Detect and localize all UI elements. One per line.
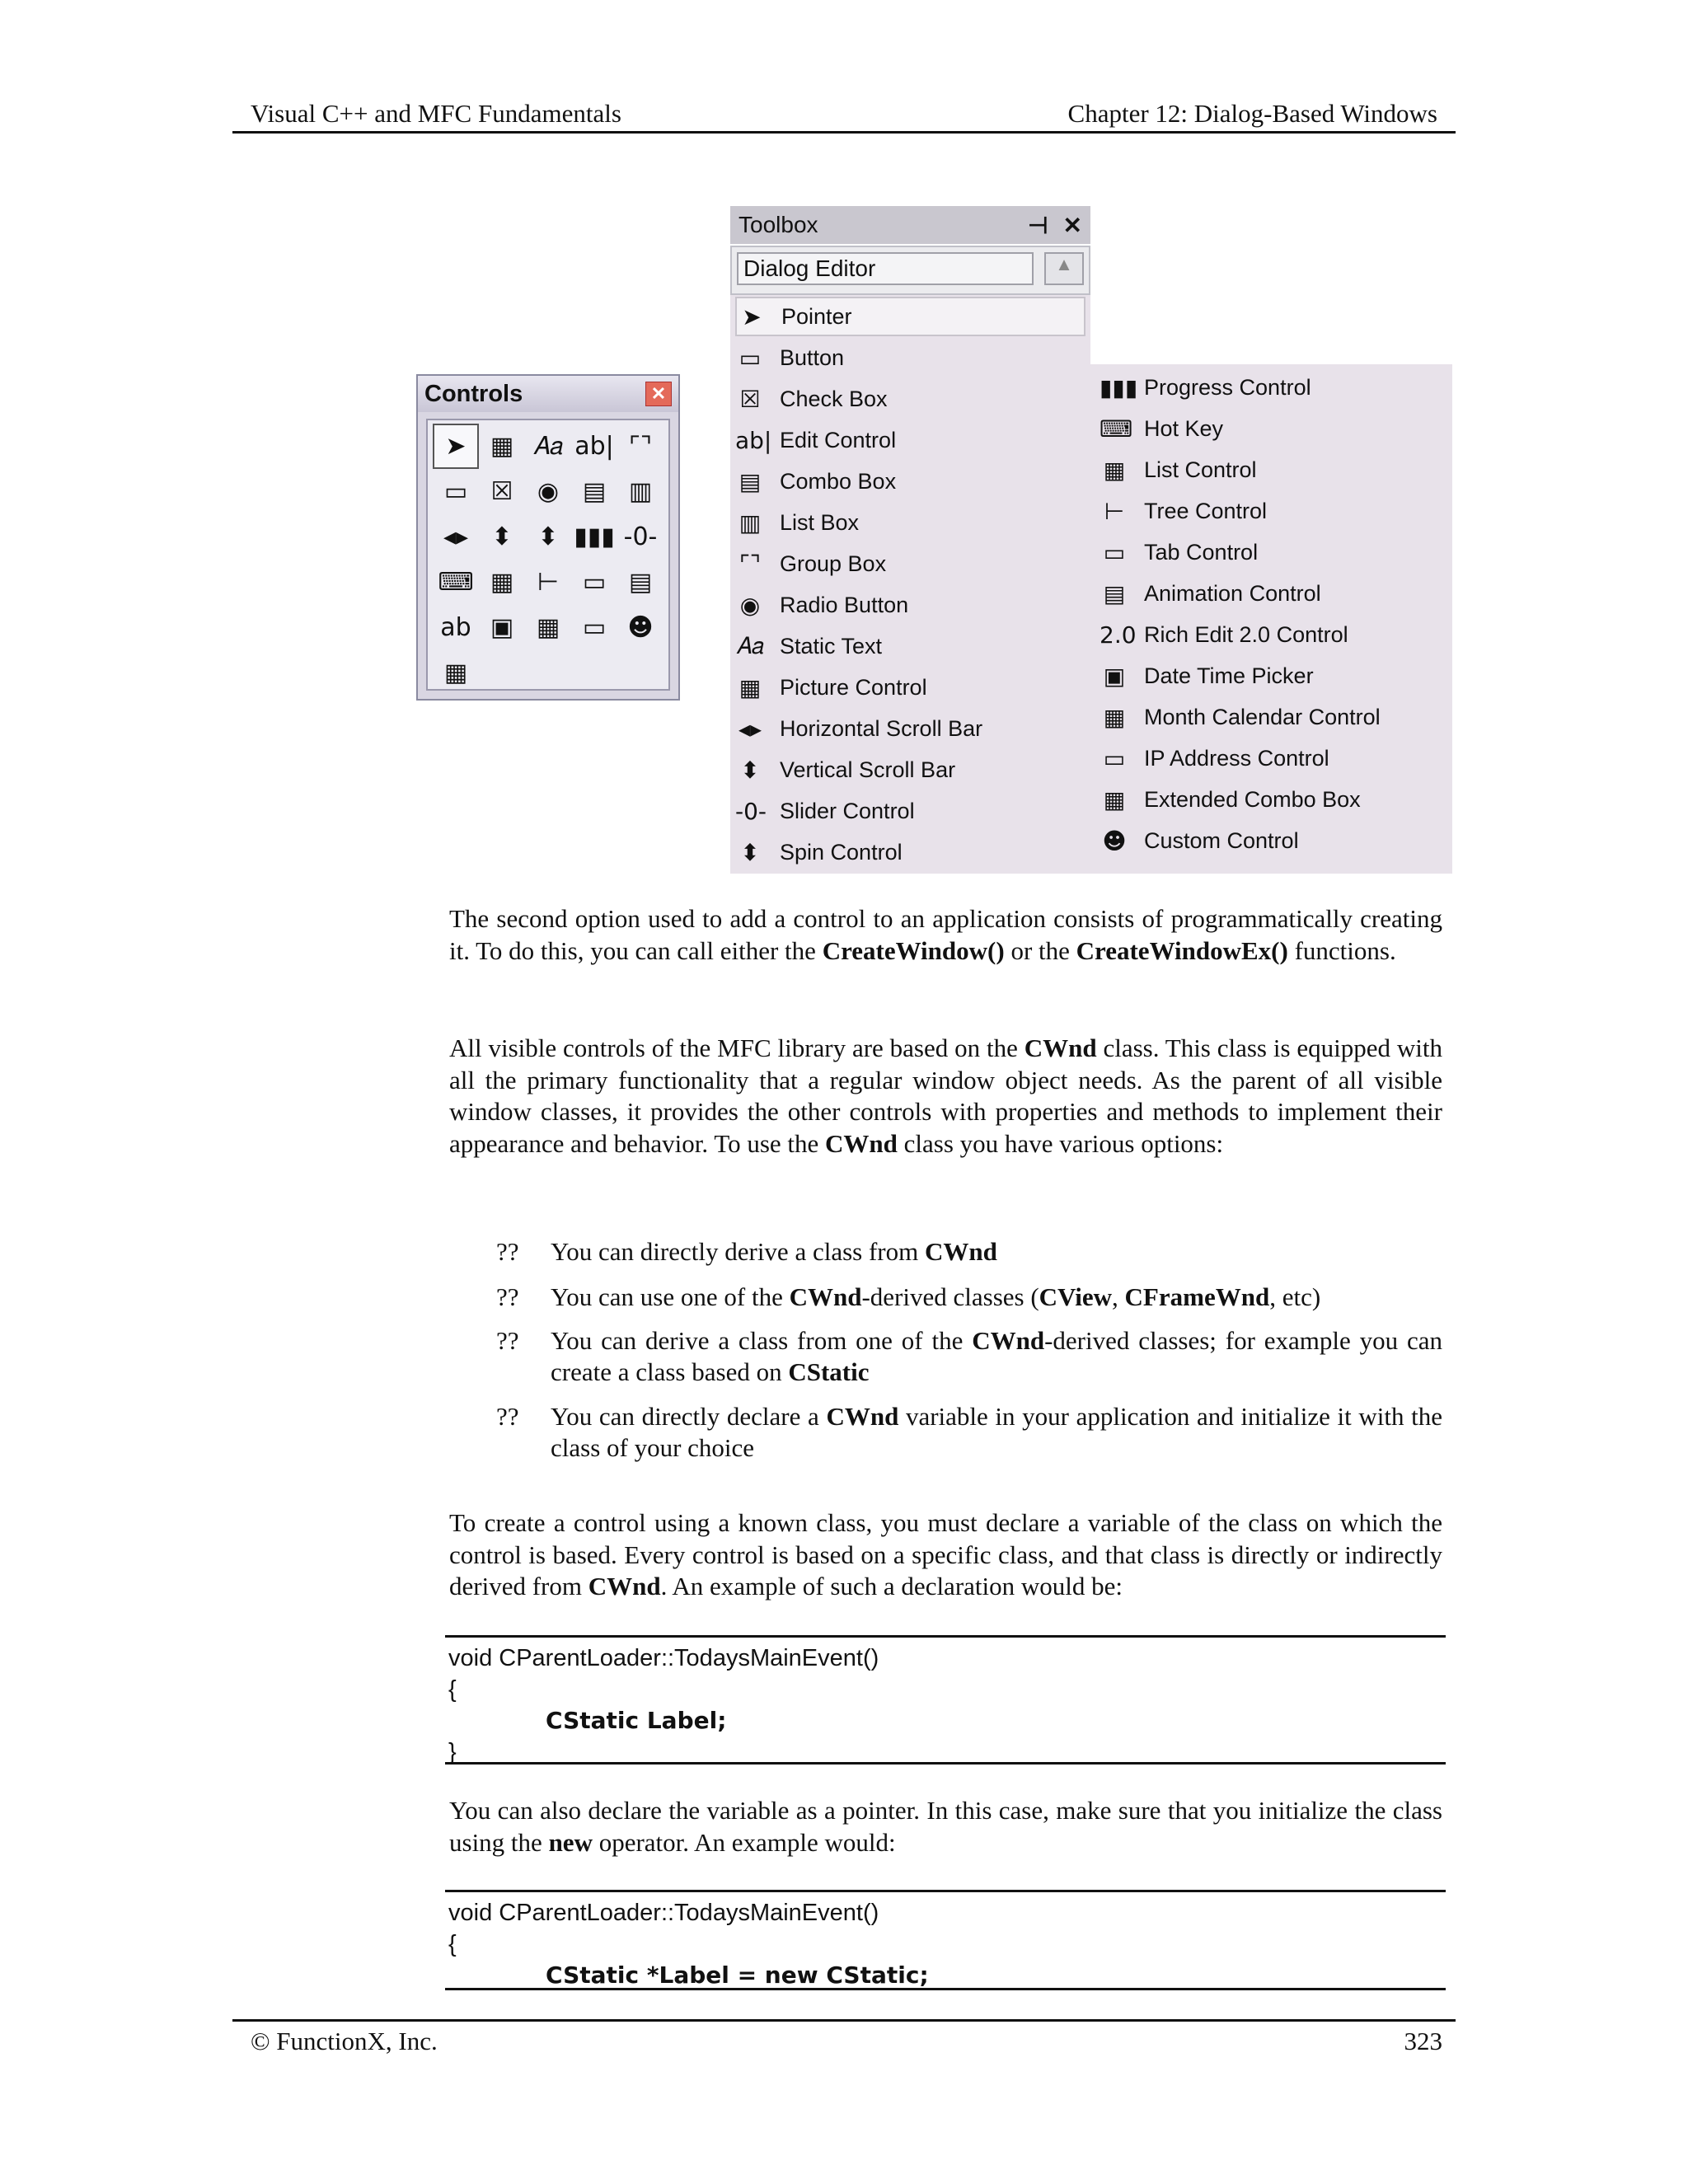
toolbox-item-label: List Control <box>1144 457 1257 482</box>
custom-control-icon[interactable]: ☻ <box>627 613 654 642</box>
hot-key-icon: ⌨ <box>1100 415 1133 443</box>
vertical-scroll-bar-icon[interactable]: ⬍ <box>491 523 513 551</box>
toolbox-section <box>730 246 1090 295</box>
text: -derived classes ( <box>861 1282 1039 1311</box>
date-time-picker-icon[interactable]: ▣ <box>490 613 514 642</box>
toolbox-item[interactable] <box>1100 780 1446 819</box>
toolbox-item[interactable] <box>735 668 1085 707</box>
toolbox-item-label: Check Box <box>780 386 888 411</box>
list-item <box>496 1325 1442 1388</box>
controls-palette <box>416 374 680 701</box>
list-control-icon[interactable]: ▦ <box>490 568 514 597</box>
text: You can use one of the <box>551 1282 790 1311</box>
function-name: CreateWindow() <box>822 935 1005 965</box>
toolbox-item[interactable] <box>735 832 1085 872</box>
toolbox-item-label: Vertical Scroll Bar <box>780 757 956 782</box>
text: class you have various options: <box>897 1128 1224 1158</box>
toolbox-item-label: Custom Control <box>1144 827 1299 853</box>
slider-control-icon[interactable]: -0- <box>623 523 658 551</box>
close-icon[interactable]: ✕ <box>645 382 672 406</box>
toolbox-item-label: Static Text <box>780 633 883 658</box>
ip-address-icon: ▭ <box>1103 744 1126 772</box>
tree-control-icon[interactable]: ⊢ <box>537 568 560 597</box>
class-name: CView <box>1039 1282 1113 1311</box>
running-header <box>232 99 1456 134</box>
list-box-icon: ▥ <box>738 509 762 537</box>
rich-edit-icon[interactable]: ab <box>440 613 471 642</box>
list-item <box>496 1401 1442 1464</box>
class-name: CWnd <box>588 1572 661 1601</box>
toolbox-item[interactable] <box>1100 615 1446 654</box>
toolbox-item-label: Combo Box <box>780 468 897 494</box>
toolbox-item-label: Progress Control <box>1144 374 1311 400</box>
close-icon[interactable]: ✕ <box>1062 212 1082 238</box>
tree-control-icon: ⊢ <box>1104 497 1125 525</box>
tab-control-icon[interactable]: ▭ <box>582 568 607 597</box>
toolbox-item[interactable] <box>735 585 1085 625</box>
scroll-up-icon[interactable]: ▲ <box>1044 252 1084 285</box>
animation-control-icon: ▤ <box>1103 579 1126 607</box>
page-number: 323 <box>1404 2027 1442 2055</box>
copyright: © FunctionX, Inc. <box>251 2027 438 2055</box>
static-text-icon[interactable]: 𝐴𝑎 <box>532 432 564 461</box>
spin-control-icon: ⬍ <box>740 838 760 866</box>
toolbox-item-label: Tree Control <box>1144 498 1268 523</box>
class-name: CWnd <box>789 1282 862 1311</box>
toolbox-item-label: Extended Combo Box <box>1144 786 1361 812</box>
toolbox-item-label: Tab Control <box>1144 539 1259 565</box>
edit-control-icon[interactable]: ab| <box>574 432 614 461</box>
text: The second option used to add a control to an application consists of programmatically creating it. To do this, you can call either the <box>449 904 1442 965</box>
list-item <box>496 1236 1442 1268</box>
spin-control-icon[interactable]: ⬍ <box>537 523 559 551</box>
text: , <box>1112 1282 1125 1311</box>
text: You can directly declare a <box>551 1402 827 1431</box>
toolbox-item[interactable] <box>735 791 1085 831</box>
toolbox-item[interactable] <box>735 297 1085 336</box>
static-text-icon: 𝐴𝑎 <box>736 632 764 659</box>
paragraph-pointer <box>449 1795 1442 1858</box>
text: or the <box>1004 935 1076 965</box>
bullet-mark: ?? <box>496 1282 519 1311</box>
extended-combo-box-icon: ▦ <box>1103 785 1126 813</box>
text: class. This class is equipped with all the primary functionality that a regular window object needs. As the parent of all visible window classes, it provides the other controls with properties and methods to implement their appearance and behavior. To use the <box>449 1033 1442 1158</box>
hot-key-icon[interactable]: ⌨ <box>438 568 474 597</box>
text: functions. <box>1287 935 1396 965</box>
class-name: CWnd <box>825 1128 898 1158</box>
picture-control-icon: ▦ <box>738 673 762 701</box>
toolbox-item-label: IP Address Control <box>1144 745 1329 771</box>
tab-control-icon: ▭ <box>1103 538 1126 566</box>
text: All visible controls of the MFC library are based on the <box>449 1033 1025 1062</box>
code-line: { <box>448 1676 457 1703</box>
text: You can also declare the variable as a pointer. In this case, make sure that you initialize the class using the <box>449 1796 1442 1857</box>
combo-box-icon: ▤ <box>738 467 762 495</box>
date-time-picker-icon: ▣ <box>1103 662 1126 690</box>
toolbox-item[interactable] <box>1100 656 1446 696</box>
toolbox-item[interactable] <box>735 379 1085 419</box>
class-name: CWnd <box>826 1402 899 1431</box>
toolbox-item-label: Animation Control <box>1144 580 1321 606</box>
code-line: { <box>448 1931 457 1957</box>
horizontal-scroll-bar-icon[interactable]: ◂▸ <box>443 523 469 551</box>
horizontal-scroll-bar-icon: ◂▸ <box>738 715 762 743</box>
paragraph-declare-variable <box>449 1507 1442 1603</box>
code-line: CStatic *Label = new CStatic; <box>546 1961 929 1989</box>
chapter-title: Chapter 12: Dialog-Based Windows <box>1067 99 1437 128</box>
toolbox-item-label: Edit Control <box>780 427 897 452</box>
toolbox-item[interactable] <box>735 338 1085 377</box>
toolbox-item[interactable] <box>735 544 1085 583</box>
controls-palette-titlebar[interactable] <box>418 376 678 412</box>
progress-control-icon: ▮▮▮ <box>1100 373 1138 401</box>
controls-grid <box>426 419 670 691</box>
custom-control-icon: ☻ <box>1102 827 1127 855</box>
code-block <box>445 1890 1446 1990</box>
toolbox-item[interactable] <box>735 503 1085 542</box>
toolbox-item[interactable] <box>1100 697 1446 737</box>
toolbox-item[interactable] <box>735 626 1085 666</box>
toolbox-item-label: List Box <box>780 509 860 535</box>
bullet-mark: ?? <box>496 1326 519 1355</box>
group-box-icon: ⌜⌝ <box>738 550 762 578</box>
toolbox-item[interactable] <box>735 750 1085 790</box>
list-box-icon[interactable]: ▥ <box>628 477 653 506</box>
list-control-icon: ▦ <box>1103 456 1126 484</box>
bullet-mark: ?? <box>496 1237 519 1266</box>
toolbox-item-label: Pointer <box>781 303 852 329</box>
code-line: void CParentLoader::TodaysMainEvent() <box>448 1900 879 1926</box>
class-name: CFrameWnd <box>1124 1282 1270 1311</box>
list-item <box>496 1282 1442 1313</box>
running-footer <box>232 2019 1456 2059</box>
picture-control-icon[interactable]: ▦ <box>490 432 514 461</box>
book-title: Visual C++ and MFC Fundamentals <box>251 99 621 128</box>
text: . An example of such a declaration would be: <box>660 1572 1123 1601</box>
text: You can directly derive a class from <box>551 1237 925 1266</box>
keyword: new <box>548 1827 593 1857</box>
text: variable in your application and initialize it with the class of your choice <box>551 1402 1443 1462</box>
bullet-mark: ?? <box>496 1402 519 1431</box>
code-line: void CParentLoader::TodaysMainEvent() <box>448 1645 879 1671</box>
toolbox-item[interactable] <box>1100 368 1446 407</box>
radio-button-icon: ◉ <box>739 591 761 619</box>
toolbox-item[interactable] <box>1100 821 1446 860</box>
toolbox-item-label: Horizontal Scroll Bar <box>780 715 983 741</box>
code-block <box>445 1635 1446 1765</box>
toolbox-item-label: Button <box>780 344 845 370</box>
radio-button-icon[interactable]: ◉ <box>537 477 560 506</box>
check-box-icon: ☒ <box>739 385 761 413</box>
class-name: CWnd <box>1024 1033 1097 1062</box>
class-name: CWnd <box>972 1326 1045 1355</box>
toolbox-item[interactable] <box>1100 450 1446 490</box>
toolbox-item[interactable] <box>1100 574 1446 613</box>
pin-icon[interactable]: ⊣ <box>1028 212 1048 238</box>
button-icon[interactable]: ▭ <box>443 477 468 506</box>
month-calendar-icon: ▦ <box>1103 703 1126 731</box>
vertical-scroll-bar-icon: ⬍ <box>740 756 760 784</box>
extended-combo-box-icon[interactable]: ▦ <box>443 658 468 687</box>
progress-control-icon[interactable]: ▮▮▮ <box>574 523 615 551</box>
text: -derived classes; for example you can create a class based on <box>551 1326 1442 1386</box>
toolbox-item[interactable] <box>1100 738 1446 778</box>
toolbox-item[interactable] <box>735 420 1085 460</box>
toolbox-item[interactable] <box>1100 491 1446 531</box>
month-calendar-icon[interactable]: ▦ <box>536 613 560 642</box>
toolbox-item[interactable] <box>735 709 1085 748</box>
toolbox-item-label: Group Box <box>780 551 887 576</box>
text: operator. An example would: <box>592 1827 896 1857</box>
text: To create a control using a known class, you must declare a variable of the class on which the control is based. Every control is based on a specific class, and that class is directly or indirectly derived from <box>449 1508 1442 1601</box>
toolbox-item-label: Date Time Picker <box>1144 663 1314 688</box>
animation-control-icon[interactable]: ▤ <box>628 568 653 597</box>
toolbox-titlebar <box>730 206 1090 244</box>
toolbox-item-label: Slider Control <box>780 798 915 823</box>
toolbox-title: Toolbox <box>738 212 818 237</box>
toolbox-section-tab[interactable]: Dialog Editor <box>737 252 1034 285</box>
paragraph-cwnd <box>449 1033 1442 1160</box>
pointer-icon: ➤ <box>742 302 762 330</box>
code-line: CStatic Label; <box>546 1707 727 1734</box>
controls-palette-title: Controls <box>424 380 523 407</box>
class-name: CStatic <box>788 1357 870 1386</box>
class-name: CWnd <box>924 1237 997 1266</box>
toolbox-item-label: Radio Button <box>780 592 909 617</box>
combo-box-icon[interactable]: ▤ <box>582 477 607 506</box>
pointer-icon[interactable]: ➤ <box>433 424 479 469</box>
rich-edit-icon: 2.0 <box>1100 621 1137 649</box>
group-box-icon[interactable]: ⌜⌝ <box>628 432 653 461</box>
toolbox-item[interactable] <box>1100 532 1446 572</box>
ip-address-icon[interactable]: ▭ <box>582 613 607 642</box>
toolbox-item-label: Rich Edit 2.0 Control <box>1144 621 1348 647</box>
text: You can derive a class from one of the <box>551 1326 973 1355</box>
check-box-icon[interactable]: ☒ <box>490 477 513 506</box>
toolbox-item-label: Month Calendar Control <box>1144 704 1381 729</box>
toolbox-window <box>730 206 1452 874</box>
slider-control-icon: -0- <box>735 797 767 825</box>
button-icon: ▭ <box>738 344 762 372</box>
toolbox-item-label: Spin Control <box>780 839 903 865</box>
toolbox-item[interactable] <box>735 462 1085 501</box>
text: , etc) <box>1269 1282 1321 1311</box>
toolbox-item-label: Hot Key <box>1144 415 1224 441</box>
edit-control-icon: ab| <box>735 426 772 454</box>
paragraph-create-window <box>449 903 1442 967</box>
toolbox-item-label: Picture Control <box>780 674 927 700</box>
code-line: } <box>448 1739 457 1765</box>
function-name: CreateWindowEx() <box>1076 935 1288 965</box>
toolbox-item[interactable] <box>1100 409 1446 448</box>
